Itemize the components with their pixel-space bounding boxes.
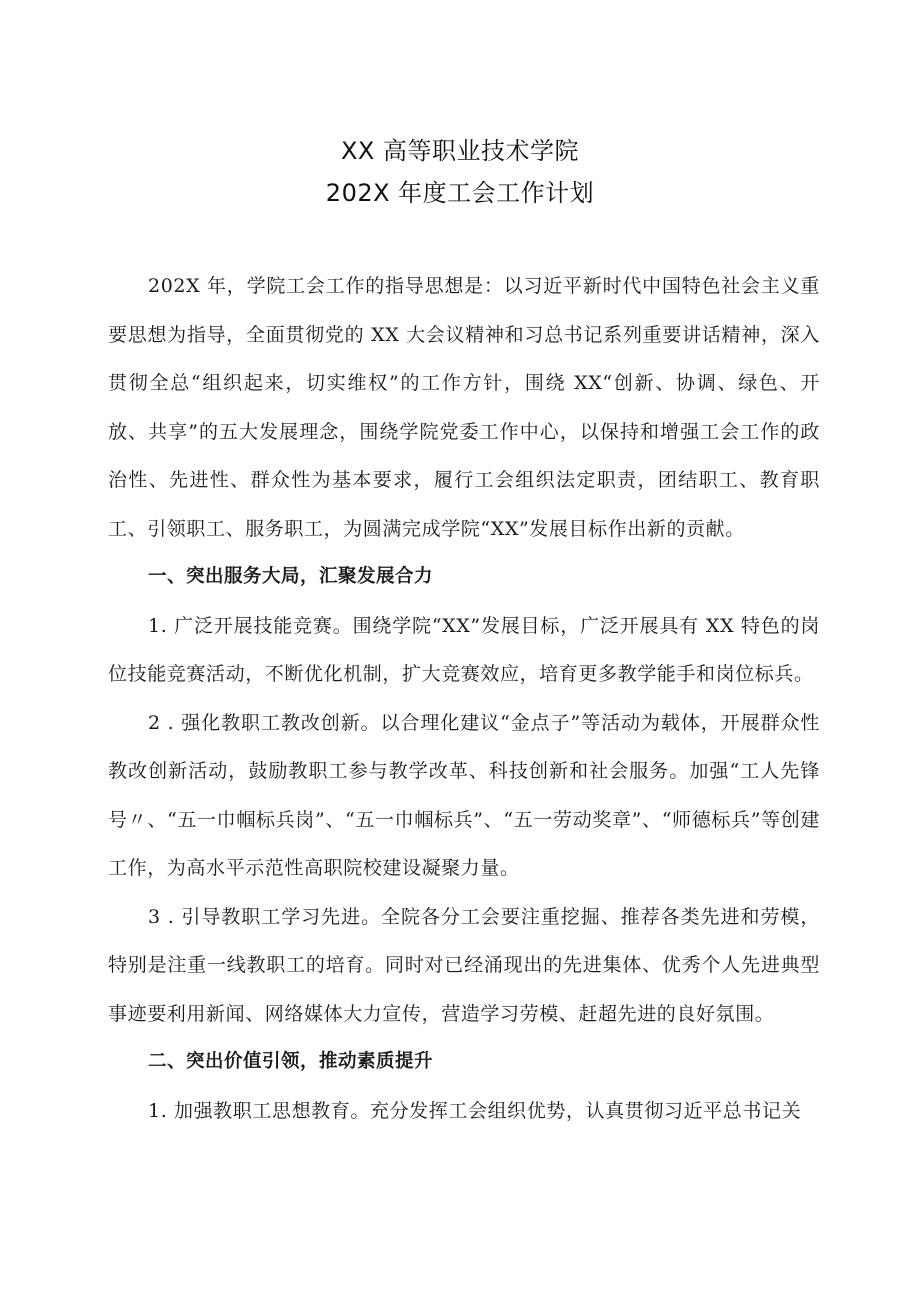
- section1-item-2: 2 . 强化教职工教改创新。以合理化建议“金点子”等活动为载体，开展群众性教改创新活动，鼓励教职工参与教学改革、科技创新和社会服务。加强“工人先锋号〃、“五一巾帼标兵岗”、“五一巾帼标兵”、“五一劳动奖章”、“师德标兵”等创建工作，为高水平示范性高职院校建设凝聚力量。: [108, 711, 820, 879]
- document-title: [0, 130, 920, 214]
- intro-paragraph: 202X 年，学院工会工作的指导思想是：以习近平新时代中国特色社会主义重要思想为指导，全面贯彻党的 XX 大会议精神和习总书记系列重要讲话精神，深入贯彻全总“组织起来，切实维权”的工作方针，围绕 XX“创新、协调、绿色、开放、共享”的五大发展理念，围绕学院党委工作中心，以保持和增强工会工作的政治性、先进性、群众性为基本要求，履行工会组织法定职责，团结职工、教育职工、引领职工、服务职工，为圆满完成学院“XX”发展目标作出新的贡献。: [108, 275, 820, 540]
- document-body: [108, 262, 820, 1135]
- section-heading-1: 一、突出服务大局，汇聚发展合力: [148, 566, 434, 587]
- title-line-institution: XX 高等职业技术学院: [340, 137, 579, 165]
- section1-item-1: 1. 广泛开展技能竞赛。围绕学院“XX”发展目标，广泛开展具有 XX 特色的岗位技能竞赛活动，不断优化机制，扩大竞赛效应，培育更多教学能手和岗位标兵。: [108, 614, 820, 685]
- section1-item-3: 3 . 引导教职工学习先进。全院各分工会要注重挖掘、推荐各类先进和劳模，特别是注重一线教职工的培育。同时对已经涌现出的先进集体、优秀个人先进典型事迹要利用新闻、网络媒体大力宣传，营造学习劳模、赶超先进的良好氛围。: [108, 905, 820, 1025]
- title-line-plan: 202X 年度工会工作计划: [325, 179, 595, 207]
- section2-item-1: 1. 加强教职工思想教育。充分发挥工会组织优势，认真贯彻习近平总书记关: [148, 1099, 802, 1122]
- section-heading-2: 二、突出价值引领，推动素质提升: [148, 1051, 434, 1072]
